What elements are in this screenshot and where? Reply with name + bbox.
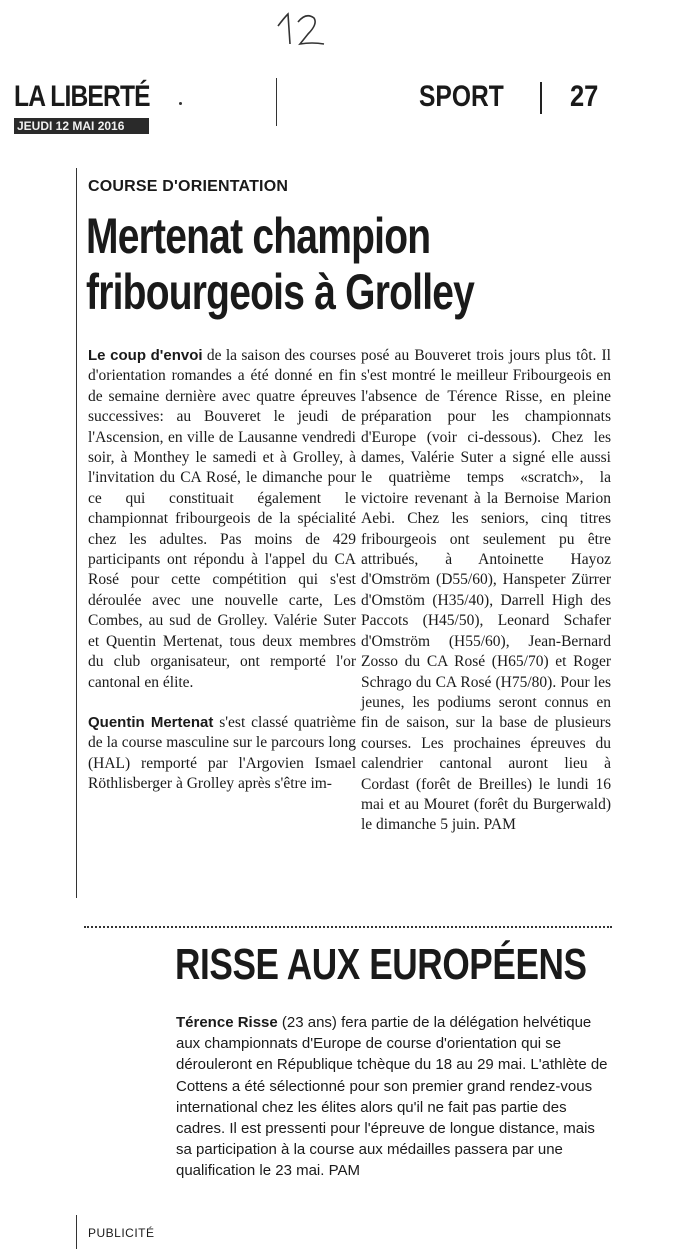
headline-line-2: fribourgeois à Grolley xyxy=(86,264,475,320)
box-text: (23 ans) fera partie de la délégation helvétique aux championnats d'Europe de course d'orientation qui se dérouleront en République tchèque du 18 au 29 mai. L'athlète de Cottens a été sélectionné pour son premier grand rendez-vous international chez les élites alors qu'il ne fait pas partie des cadres. Il est pressenti pour l'épreuve de longue distance, mais sa participation à la course aux médailles passera par une qualification le 23 mai. PAM xyxy=(176,1014,608,1180)
article-headline xyxy=(86,208,570,320)
article-paragraph-1 xyxy=(88,346,356,693)
article-paragraph-3: posé au Bouveret trois jours plus tôt. Il s'est montré le meilleur Fribourgeois en l'absence de Térence Risse, en pleine préparation pour les championnats d'Europe (voir ci-dessous). Chez les dames, Valérie Suter a signé elle aussi le quatrième temps «scratch», la victoire revenant à la Bernoise Marion Aebi. Chez les seniors, cinq titres fribourgeois ont seulement pu être attribués, à Antoinette Hayoz d'Omström (D55/60), Hanspeter Zürrer d'Omstöm (H35/40), Darrell High des Paccots (H45/50), Leonard Schafer d'Omström (H55/60), Jean-Bernard Zosso du CA Rosé (H65/70) et Roger Schrago du CA Rosé (H75/80). Pour les jeunes, les podiums seront connus en fin de saison, sur la base de plusieurs courses. Les prochaines épreuves du calendrier cantonal auront lieu à Cordast (forêt de Breilles) le lundi 16 mai et au Mouret (forêt du Burgerwald) le dimanche 5 juin. PAM xyxy=(361,347,611,834)
handwritten-page-mark xyxy=(272,4,332,50)
box-lead: Térence Risse xyxy=(176,1014,278,1031)
dotted-separator xyxy=(84,926,612,928)
paragraph-lead: Quentin Mertenat xyxy=(88,713,214,731)
section-separator xyxy=(540,82,542,114)
paragraph-text: de la saison des courses d'orientation romandes a été donné en fin de semaine dernière avec quatre épreuves successives: au Bouveret le jeudi de l'Ascension, en ville de Lausanne vendredi soir, à Monthey le samedi et à Grolley, à l'invitation du CA Rosé, le dimanche pour ce qui constituait également le championnat fribourgeois de la spécialité chez les adultes. Pas moins de 429 participants ont répondu à l'appel du CA Rosé pour cette compétition qui s'est déroulée avec une nouvelle carte, Les Combes, au sud de Grolley. Valérie Suter et Quentin Mertenat, tous deux membres du club organisateur, ont remporté l'or cantonal en élite. xyxy=(88,347,356,691)
article-kicker: COURSE D'ORIENTATION xyxy=(88,178,289,195)
article-paragraph-2 xyxy=(88,713,356,795)
paper-name: LA LIBERTÉ xyxy=(14,80,150,113)
headline-line-1: Mertenat champion xyxy=(86,208,431,264)
masthead-divider xyxy=(276,78,277,126)
article-column-right xyxy=(361,346,611,836)
page-number: 27 xyxy=(570,80,599,113)
paragraph-text: s'est classé quatrième de la course masculine sur le parcours long (HAL) remporté par l'Argovien Ismael Röthlisberger à Grolley après s'être im- xyxy=(88,713,356,793)
advertising-label: PUBLICITÉ xyxy=(88,1226,155,1240)
masthead-dot xyxy=(179,102,182,105)
footer-rule xyxy=(76,1215,77,1249)
masthead xyxy=(14,78,686,133)
article-left-rule xyxy=(76,168,77,898)
issue-date: JEUDI 12 MAI 2016 xyxy=(14,118,149,134)
section-name: SPORT xyxy=(419,80,504,113)
box-headline: RISSE AUX EUROPÉENS xyxy=(175,940,587,989)
paragraph-lead: Le coup d'envoi xyxy=(88,347,203,364)
box-paragraph xyxy=(176,1012,612,1182)
box-body xyxy=(176,1012,612,1182)
article-column-left xyxy=(88,346,356,795)
